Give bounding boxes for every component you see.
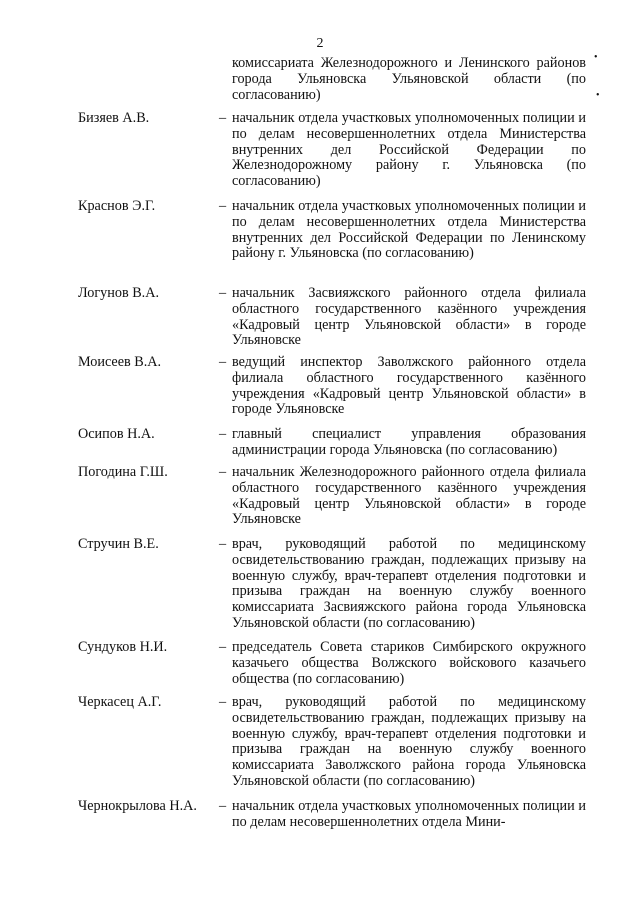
member-position: начальник Засвияжского районного отдела филиала областного государственного казённого учреждения «Кадровый центр Ульяновской области» в городе Ульяновске: [232, 285, 586, 349]
page-number: 2: [316, 36, 324, 51]
member-name: Логунов В.А.: [78, 285, 160, 301]
margin-mark: •: [596, 90, 600, 101]
dash: –: [219, 639, 227, 655]
member-name: Осипов Н.А.: [78, 426, 155, 442]
member-position: председатель Совета стариков Симбирского окружного казачьего общества Волжского войскового казачьего общества (по согласованию): [232, 639, 586, 687]
member-position: врач, руководящий работой по медицинскому освидетельствованию граждан, подлежащих призыву на военную службу, врач-терапевт отделения подготовки и призыва граждан на военную службу военного комиссариата Заволжского района города Ульяновска Ульяновской области (по согласованию): [232, 694, 586, 789]
member-name: Сундуков Н.И.: [78, 639, 168, 655]
member-position: начальник Железнодорожного районного отдела филиала областного государственного казённого учреждения «Кадровый центр Ульяновской области» в городе Ульяновске: [232, 464, 586, 528]
member-name: Краснов Э.Г.: [78, 198, 156, 214]
dash: –: [219, 798, 227, 814]
dash: –: [219, 110, 227, 126]
member-position: начальник отдела участковых уполномоченных полиции и по делам несовершеннолетних отдела Министерства внутренних дел Российской Федерации по Железнодорожному району г. Ульяновска (по согласованию): [232, 110, 586, 190]
member-name: Чернокрылова Н.А.: [78, 798, 197, 814]
member-position: ведущий инспектор Заволжского районного отдела филиала областного государственного казённого учреждения «Кадровый центр Ульяновской области» в городе Ульяновске: [232, 354, 586, 418]
member-name: Черкасец А.Г.: [78, 694, 162, 710]
dash: –: [219, 198, 227, 214]
continuation-text: комиссариата Железнодорожного и Ленинского районов города Ульяновска Ульяновской области (по согласованию): [232, 55, 586, 103]
dash: –: [219, 285, 227, 301]
member-name: Моисеев В.А.: [78, 354, 162, 370]
member-position: врач, руководящий работой по медицинскому освидетельствованию граждан, подлежащих призыву на военную службу, врач-терапевт отделения подготовки и призыва граждан на военную службу военного комиссариата Засвияжского района города Ульяновска Ульяновской области (по согласованию): [232, 536, 586, 631]
dash: –: [219, 536, 227, 552]
member-position: начальник отдела участковых уполномоченных полиции и по делам несовершеннолетних отдела Министерства внутренних дел Российской Федерации по Ленинскому району г. Ульяновска (по согласованию): [232, 198, 586, 262]
member-name: Погодина Г.Ш.: [78, 464, 168, 480]
dash: –: [219, 354, 227, 370]
dash: –: [219, 694, 227, 710]
member-name: Стручин В.Е.: [78, 536, 159, 552]
dash: –: [219, 426, 227, 442]
member-name: Бизяев А.В.: [78, 110, 150, 126]
member-position: главный специалист управления образования администрации города Ульяновска (по согласованию): [232, 426, 586, 458]
dash: –: [219, 464, 227, 480]
member-position: начальник отдела участковых уполномоченных полиции и по делам несовершеннолетних отдела Мини-: [232, 798, 586, 830]
margin-mark: •: [594, 52, 598, 63]
